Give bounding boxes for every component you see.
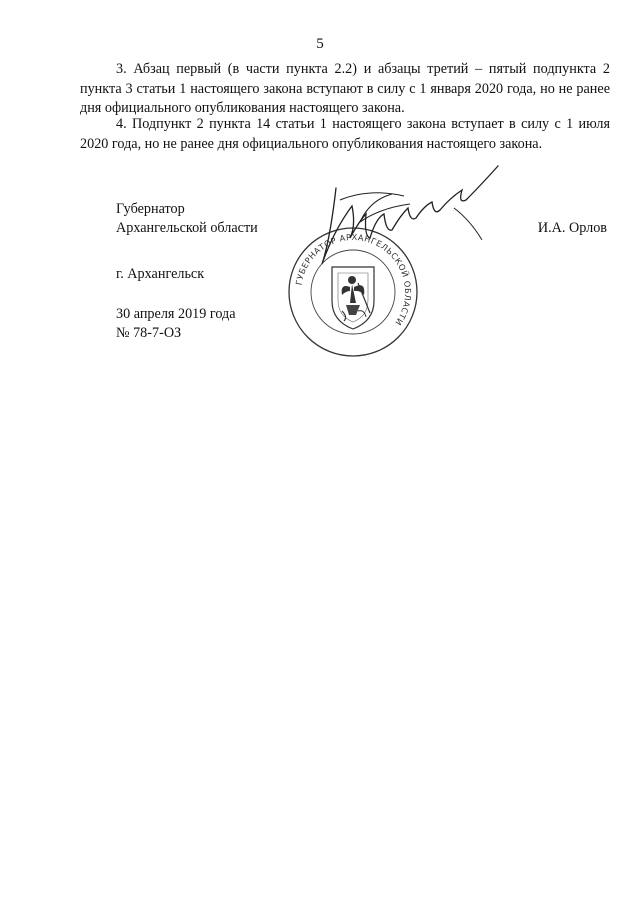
handwritten-signature-icon: [300, 160, 510, 270]
signing-date: 30 апреля 2019 года: [116, 306, 236, 322]
paragraph-3: 3. Абзац первый (в части пункта 2.2) и абзацы третий – пятый подпункта 2 пункта 3 статьи 1 настоящего закона вступают в силу с 1 января 2020 года, но не ранее дня официального опубликования настоящего закона.: [80, 61, 610, 116]
seal-text: ГУБЕРНАТОР АРХАНГЕЛЬСКОЙ ОБЛАСТИ: [293, 231, 414, 328]
place-of-signing: г. Архангельск: [116, 266, 205, 282]
page-number: 5: [316, 36, 324, 52]
signatory-name: И.А. Орлов: [537, 220, 607, 236]
signatory-region: Архангельской области: [116, 220, 258, 236]
signatory-position: Губернатор: [116, 201, 185, 217]
law-number: № 78-7-ОЗ: [116, 325, 182, 341]
paragraph-4: 4. Подпункт 2 пункта 14 статьи 1 настоящего закона вступает в силу с 1 июля 2020 года, но не ранее дня официального опубликования настоящего закона.: [80, 116, 610, 152]
